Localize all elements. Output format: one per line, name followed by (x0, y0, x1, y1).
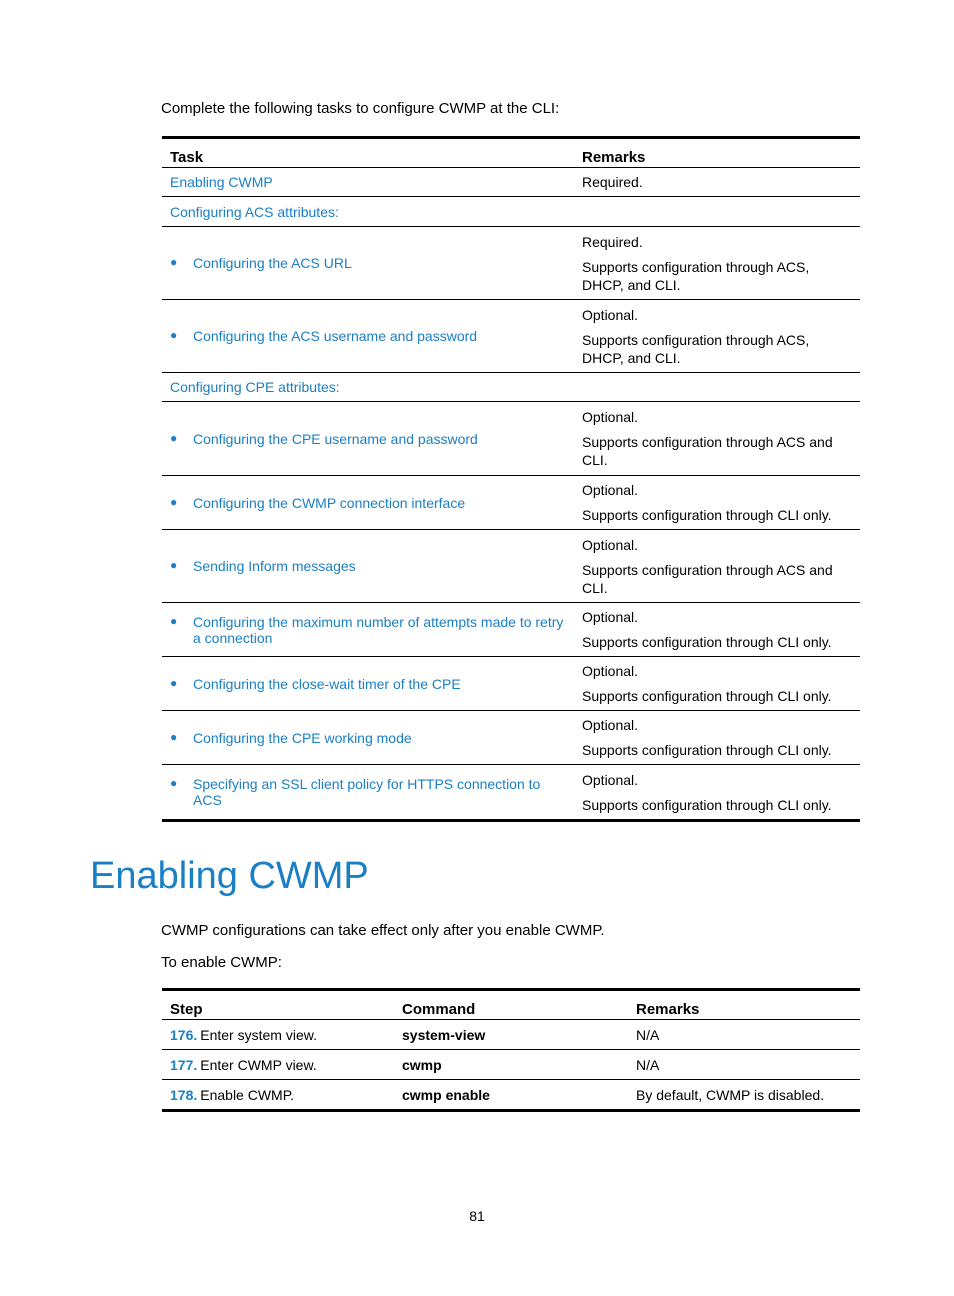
task-cell (162, 197, 574, 227)
table-row (162, 300, 860, 373)
bullet-icon: ● (170, 776, 178, 790)
table-row (162, 1050, 860, 1080)
remark-text: Optional. (582, 409, 639, 425)
task-link[interactable]: Configuring the CPE working mode (193, 729, 412, 746)
steps-table (162, 988, 860, 1112)
task-link[interactable]: Configuring ACS attributes: (170, 203, 339, 220)
remark-text: Supports configuration through CLI only. (582, 507, 832, 523)
table-row (162, 765, 860, 821)
task-link[interactable]: Sending Inform messages (193, 558, 356, 574)
task-cell (162, 476, 574, 530)
intro-text: Complete the following tasks to configure CWMP at the CLI: (161, 100, 560, 117)
remarks-cell (574, 765, 860, 821)
step-number: 177. (170, 1056, 198, 1073)
tasks-table (162, 136, 860, 822)
remark-text: Optional. (582, 663, 639, 679)
remarks-cell (574, 227, 860, 300)
remark-text: Required. (582, 174, 643, 190)
table-row (162, 711, 860, 765)
task-cell (162, 373, 574, 402)
task-link[interactable]: Enabling CWMP (170, 174, 273, 190)
remark-text: Supports configuration through ACS, DHCP, and CLI. (582, 331, 810, 366)
remark-text: Required. (582, 233, 643, 250)
table-row (162, 402, 860, 476)
task-cell (162, 168, 574, 197)
table-row (162, 1020, 860, 1050)
task-link[interactable]: Configuring CPE attributes: (170, 379, 340, 395)
remark-text: Optional. (582, 717, 639, 733)
tasks-header-task: Task (162, 138, 574, 168)
table-row (162, 373, 860, 402)
table-row (162, 657, 860, 711)
task-cell (162, 530, 574, 603)
remarks-cell (574, 300, 860, 373)
task-cell (162, 711, 574, 765)
step-text: Enter CWMP view. (200, 1056, 317, 1073)
step-remarks-cell: N/A (628, 1020, 860, 1050)
command-cell: system-view (394, 1020, 628, 1050)
bullet-icon: ● (170, 255, 178, 269)
task-link[interactable]: Configuring the close-wait timer of the CPE (193, 675, 461, 692)
remarks-cell (574, 657, 860, 711)
bullet-icon: ● (170, 494, 178, 509)
remark-text: Optional. (582, 536, 639, 553)
paragraph-to-enable: To enable CWMP: (161, 954, 282, 971)
task-link[interactable]: Specifying an SSL client policy for HTTPS connection to ACS (193, 776, 541, 808)
task-cell (162, 402, 574, 476)
step-text: Enter system view. (200, 1026, 317, 1043)
remark-text: Supports configuration through CLI only. (582, 634, 832, 650)
paragraph-enable-note: CWMP configurations can take effect only after you enable CWMP. (161, 922, 605, 939)
table-row (162, 1080, 860, 1111)
task-link[interactable]: Configuring the ACS username and password (193, 328, 478, 344)
bullet-icon: ● (170, 430, 178, 445)
command-cell: cwmp (394, 1050, 628, 1080)
task-link[interactable]: Configuring the maximum number of attempts made to retry a connection (193, 613, 564, 646)
bullet-icon: ● (170, 729, 178, 744)
remarks-cell (574, 373, 860, 402)
step-cell (162, 1080, 394, 1111)
task-link[interactable]: Configuring the CPE username and password (193, 430, 478, 447)
table-row (162, 603, 860, 657)
table-row (162, 530, 860, 603)
command-cell: cwmp enable (394, 1080, 628, 1111)
steps-header-remarks: Remarks (628, 990, 860, 1020)
steps-header-step: Step (162, 990, 394, 1020)
remarks-cell (574, 711, 860, 765)
section-title: Enabling CWMP (90, 855, 369, 897)
table-row (162, 197, 860, 227)
task-cell (162, 657, 574, 711)
remark-text: Supports configuration through ACS, DHCP, and CLI. (582, 258, 810, 293)
bullet-icon: ● (170, 675, 178, 690)
step-number: 176. (170, 1026, 198, 1043)
step-cell (162, 1050, 394, 1080)
remarks-cell (574, 168, 860, 197)
steps-header-command: Command (394, 990, 628, 1020)
step-cell (162, 1020, 394, 1050)
step-remarks-cell: By default, CWMP is disabled. (628, 1080, 860, 1111)
remark-text: Supports configuration through ACS and CLI. (582, 561, 833, 596)
task-cell (162, 765, 574, 821)
remarks-cell (574, 402, 860, 476)
table-row (162, 476, 860, 530)
remark-text: Optional. (582, 609, 639, 625)
task-cell (162, 603, 574, 657)
remark-text: Supports configuration through CLI only. (582, 796, 832, 813)
remarks-cell (574, 197, 860, 227)
step-text: Enable CWMP. (200, 1086, 295, 1103)
bullet-icon: ● (170, 558, 178, 572)
task-link[interactable]: Configuring the CWMP connection interface (193, 494, 466, 511)
page-number: 81 (469, 1208, 485, 1224)
remark-text: Optional. (582, 771, 639, 788)
table-row (162, 168, 860, 197)
remark-text: Supports configuration through CLI only. (582, 688, 832, 704)
step-remarks-cell: N/A (628, 1050, 860, 1080)
step-number: 178. (170, 1086, 198, 1103)
table-row (162, 227, 860, 300)
remark-text: Supports configuration through ACS and CLI. (582, 434, 833, 468)
remarks-cell (574, 603, 860, 657)
remarks-cell (574, 476, 860, 530)
remarks-cell (574, 530, 860, 603)
remark-text: Optional. (582, 306, 639, 323)
task-link[interactable]: Configuring the ACS URL (193, 255, 352, 271)
task-cell (162, 300, 574, 373)
bullet-icon: ● (170, 613, 178, 628)
remark-text: Supports configuration through CLI only. (582, 742, 832, 758)
bullet-icon: ● (170, 328, 178, 342)
remark-text: Optional. (582, 482, 639, 498)
task-cell (162, 227, 574, 300)
tasks-header-remarks: Remarks (574, 138, 860, 168)
